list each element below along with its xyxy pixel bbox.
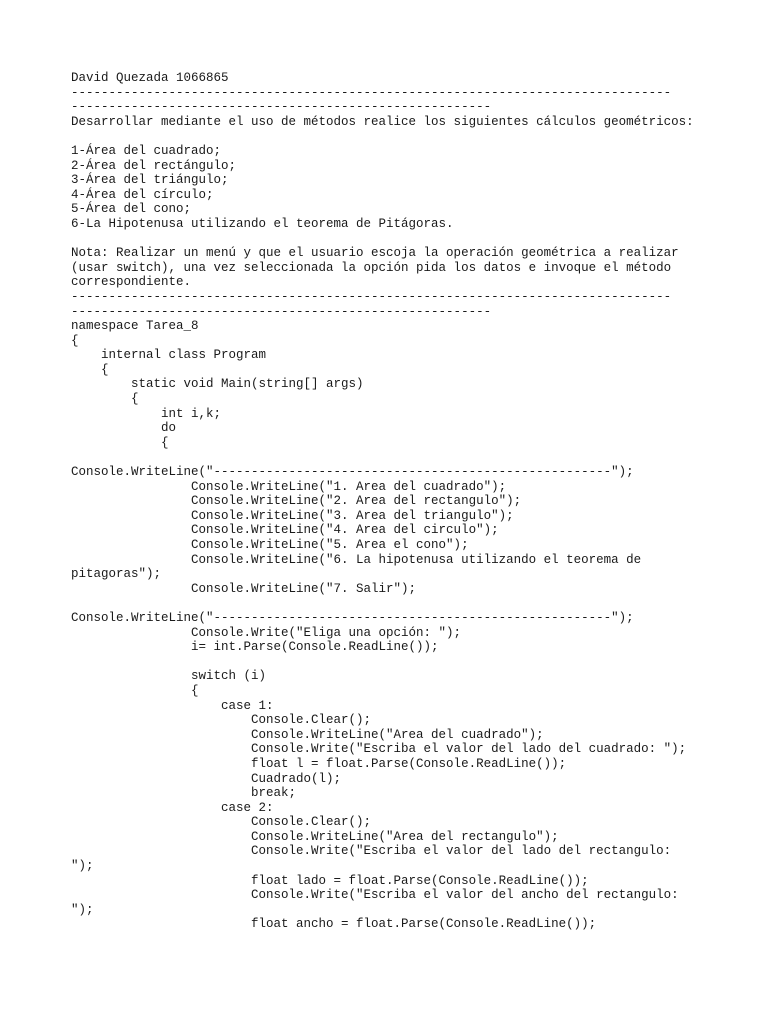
- document-line: [71, 232, 711, 247]
- document-line: Console.WriteLine("Area del rectangulo");: [71, 829, 559, 844]
- document-line: switch (i): [71, 669, 267, 684]
- document-line: Console.Write("Eliga una opción: ");: [71, 625, 462, 640]
- document-line: Console.WriteLine("3. Area del triangulo");: [71, 508, 514, 523]
- document-line: break;: [71, 786, 297, 801]
- document-line: 3-Área del triángulo;: [71, 173, 229, 188]
- document-line: Console.WriteLine("5. Area el cono");: [71, 538, 469, 552]
- document-line: 5-Área del cono;: [71, 202, 192, 217]
- document-line: float l = float.Parse(Console.ReadLine());: [71, 756, 567, 771]
- document-line: [71, 129, 711, 144]
- document-line: {: [71, 392, 139, 407]
- document-line: Console.WriteLine("Area del cuadrado");: [71, 727, 544, 742]
- document-line: ");: [71, 902, 94, 917]
- document-line: [71, 655, 711, 670]
- document-line: --------------------------------------------------------: [71, 304, 492, 319]
- document-line: case 1:: [71, 698, 274, 713]
- document-line: Console.Write("Escriba el valor del lado del rectangulo:: [71, 844, 672, 859]
- document-line: Console.Write("Escriba el valor del lado del cuadrado: ");: [71, 742, 687, 757]
- document-line: (usar switch), una vez seleccionada la opción pida los datos e invoque el método: [71, 260, 672, 275]
- document-line: Console.Clear();: [71, 815, 372, 830]
- document-line: Console.WriteLine("4. Area del circulo");: [71, 523, 499, 538]
- document-line: 4-Área del círculo;: [71, 187, 214, 202]
- document-line: {: [71, 362, 109, 377]
- document-line: Console.WriteLine("-----------------------------------------------------");: [71, 610, 634, 625]
- document-line: Cuadrado(l);: [71, 771, 342, 786]
- document-line: float lado = float.Parse(Console.ReadLine());: [71, 873, 589, 888]
- document-line: {: [71, 435, 169, 450]
- document-line: Console.Clear();: [71, 713, 372, 728]
- document-line: --------------------------------------------------------------------------------: [71, 85, 672, 100]
- document-text: [71, 71, 711, 932]
- document-line: internal class Program: [71, 348, 267, 363]
- document-line: correspondiente.: [71, 275, 192, 290]
- document-line: Console.WriteLine("2. Area del rectangulo");: [71, 494, 522, 509]
- document-line: namespace Tarea_8: [71, 319, 199, 334]
- document-line: do: [71, 421, 177, 436]
- document-line: [71, 596, 711, 611]
- document-line: i= int.Parse(Console.ReadLine());: [71, 640, 439, 655]
- document-line: float ancho = float.Parse(Console.ReadLine());: [71, 917, 597, 932]
- document-line: Nota: Realizar un menú y que el usuario escoja la operación geométrica a realizar: [71, 246, 679, 261]
- document-line: int i,k;: [71, 406, 222, 421]
- document-line: Console.WriteLine("6. La hipotenusa utilizando el teorema de: [71, 552, 642, 567]
- document-line: case 2:: [71, 800, 274, 815]
- document-line: Console.Write("Escriba el valor del ancho del rectangulo:: [71, 888, 679, 903]
- document-line: Desarrollar mediante el uso de métodos realice los siguientes cálculos geométricos:: [71, 114, 694, 129]
- document-line: {: [71, 333, 79, 348]
- document-line: static void Main(string[] args): [71, 377, 364, 392]
- document-line: ");: [71, 859, 94, 874]
- document-line: [71, 450, 711, 465]
- document-line: --------------------------------------------------------: [71, 100, 492, 115]
- document-line: pitagoras");: [71, 567, 162, 582]
- document-line: Console.WriteLine("1. Area del cuadrado");: [71, 479, 507, 494]
- document-line: Console.WriteLine("7. Salir");: [71, 581, 417, 596]
- document-line: David Quezada 1066865: [71, 71, 229, 85]
- document-line: 6-La Hipotenusa utilizando el teorema de Pitágoras.: [71, 216, 454, 231]
- document-line: 2-Área del rectángulo;: [71, 158, 237, 173]
- document-line: --------------------------------------------------------------------------------: [71, 289, 672, 304]
- document-line: 1-Área del cuadrado;: [71, 143, 222, 158]
- document-line: {: [71, 683, 199, 698]
- document-line: Console.WriteLine("-----------------------------------------------------");: [71, 465, 634, 480]
